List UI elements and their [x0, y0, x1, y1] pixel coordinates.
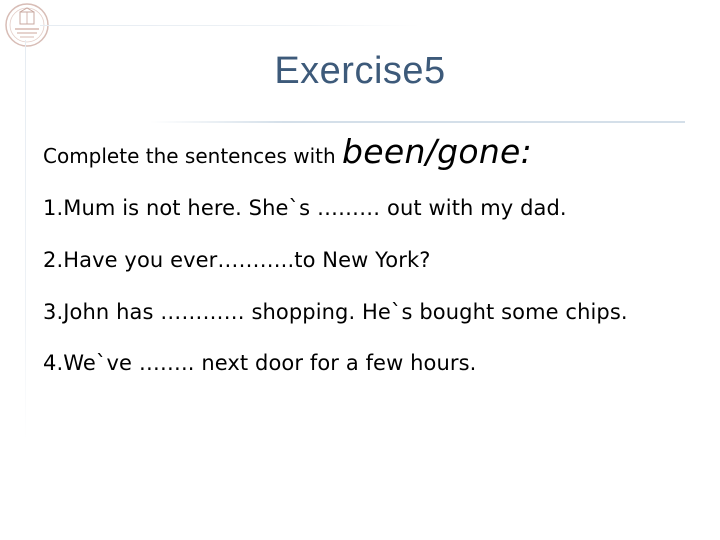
sentence-4: 4.We`ve …….. next door for a few hours. — [43, 351, 477, 375]
frame-left-line — [25, 40, 26, 440]
instruction-emphasis: been/gone: — [342, 132, 533, 171]
slide-title: Exercise5 — [274, 50, 446, 92]
sentence-2: 2.Have you ever………..to New York? — [43, 248, 431, 272]
instruction-lead: Complete the sentences with — [43, 144, 343, 168]
instruction — [43, 132, 532, 171]
sentence-1: 1.Mum is not here. She`s ……… out with my dad. — [43, 196, 567, 220]
title-divider — [150, 121, 685, 123]
sentence-3: 3.John has ………… shopping. He`s bought some chips. — [43, 300, 628, 324]
frame-top-line — [40, 25, 420, 26]
